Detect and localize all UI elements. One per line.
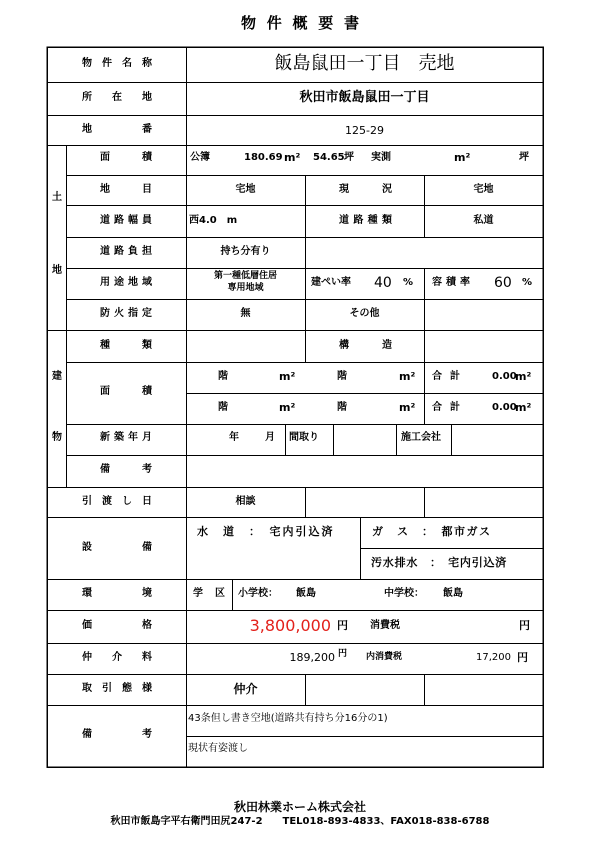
fire-zone-label: 防 火 指 定: [100, 308, 152, 319]
coverage-ratio-unit: %: [403, 277, 414, 288]
price-value: 3,800,000: [249, 616, 331, 635]
elementary-school-value: 飯島: [296, 588, 316, 599]
consumption-tax-label: 消費税: [370, 620, 400, 631]
built-date-label: 新 築 年 月: [100, 432, 152, 443]
floor-area-row2-total-label: 合 計: [432, 402, 460, 413]
coverage-ratio-label: 建ぺい率: [311, 277, 351, 288]
brokerage-value: 189,200: [289, 651, 335, 664]
registry-area-label: 公簿: [190, 152, 210, 163]
price-unit: 円: [337, 619, 348, 632]
footer-contact-info: 秋田市飯島字平右衛門田尻247-2 TEL018-893-4833、FAX018-838-6788: [110, 816, 490, 827]
floor-area-row2-floor1: 階: [218, 402, 228, 413]
transaction-type-label: 取 引 態 様: [82, 683, 152, 694]
floor-area-ratio-label: 容 積 率: [432, 277, 470, 288]
survey-tsubo-unit: 坪: [519, 152, 529, 163]
fire-zone-value: 無: [240, 308, 251, 319]
road-width-value: 西4.0 m: [189, 215, 238, 226]
floor-area-row1-unit1: m²: [279, 370, 296, 383]
floor-area-row1-unit2: m²: [399, 370, 416, 383]
road-burden-label: 道 路 負 担: [100, 246, 152, 257]
road-type-label: 道 路 種 類: [339, 215, 392, 226]
junior-high-school-value: 飯島: [443, 588, 463, 599]
floor-area-ratio-unit: %: [522, 277, 533, 288]
land-area-label: 面 積: [100, 152, 152, 163]
registry-tsubo-unit: 坪: [344, 152, 354, 163]
floor-area-row1-total-unit: m²: [515, 370, 532, 383]
land-category-value: 宅地: [235, 184, 256, 195]
facilities-label: 設 備: [82, 542, 152, 553]
built-year-unit: 年: [229, 432, 239, 443]
zoning-value-line1: 第一種低層住居: [213, 271, 277, 281]
road-burden-value: 持ち分有り: [220, 246, 271, 257]
property-name-label: 物 件 名 称: [82, 58, 152, 69]
land-section-label-2: 地: [52, 265, 62, 276]
building-type-label: 種 類: [100, 340, 152, 351]
price-label: 価 格: [82, 620, 152, 631]
land-category-label: 地 目: [100, 184, 152, 195]
zoning-value-line2: 専用地域: [227, 283, 264, 293]
floor-area-row2-total-unit: m²: [515, 401, 532, 414]
brokerage-tax-label: 内消費税: [366, 652, 403, 662]
junior-high-school-label: 中学校：: [384, 588, 424, 599]
brokerage-tax-value: 17,200: [476, 652, 511, 663]
handover-value: 相談: [235, 496, 256, 507]
floor-area-row1-floor2: 階: [337, 371, 347, 382]
remarks-line-2: 現状有姿渡し: [188, 743, 248, 754]
current-status-value: 宅地: [473, 184, 494, 195]
floor-area-row1-total-value: 0.00: [492, 371, 517, 382]
road-type-value: 私道: [473, 215, 494, 226]
floor-area-row1-floor1: 階: [218, 371, 228, 382]
registry-area-sqm: 180.69: [244, 152, 283, 163]
consumption-tax-unit: 円: [519, 619, 530, 632]
land-section-label-1: 土: [52, 192, 62, 203]
coverage-ratio-value: 40: [374, 275, 392, 291]
floor-area-row2-total-value: 0.00: [492, 402, 517, 413]
remarks-line-1: 43条但し書き空地(道路共有持ち分16分の1): [188, 713, 388, 724]
brokerage-unit: 円: [338, 649, 348, 659]
floor-area-row2-unit2: m²: [399, 401, 416, 414]
floor-plan-label: 間取り: [289, 432, 319, 443]
elementary-school-label: 小学校：: [238, 588, 278, 599]
remarks-label: 備 考: [82, 729, 152, 740]
building-area-label: 面 積: [100, 386, 152, 397]
building-section-label-2: 物: [52, 432, 62, 443]
fire-zone-other-label: その他: [349, 308, 380, 319]
registry-sqm-unit: m²: [284, 151, 301, 164]
floor-area-ratio-value: 60: [494, 275, 512, 291]
building-section-label-1: 建: [52, 371, 62, 382]
footer-company-name: 秋田林業ホーム株式会社: [233, 800, 366, 814]
lot-number-label: 地 番: [82, 124, 152, 135]
current-status-label: 現 況: [339, 184, 392, 195]
document-title: 物 件 概 要 書: [241, 14, 359, 32]
water-supply-text: 水 道 ： 宅内引込済: [197, 525, 335, 538]
floor-area-row1-total-label: 合 計: [432, 371, 460, 382]
registry-area-tsubo: 54.65: [313, 152, 345, 163]
floor-area-row2-floor2: 階: [337, 402, 347, 413]
school-district-label: 学 区: [193, 588, 225, 599]
building-structure-label: 構 造: [339, 340, 392, 351]
zoning-label: 用 途 地 域: [100, 277, 152, 288]
built-month-unit: 月: [265, 432, 275, 443]
survey-area-label: 実測: [371, 152, 391, 163]
road-width-label: 道 路 幅 員: [100, 215, 152, 226]
transaction-type-value: 仲介: [233, 682, 258, 696]
environment-label: 環 境: [82, 588, 152, 599]
building-remarks-label: 備 考: [100, 464, 152, 475]
gas-supply-text: ガ ス ： 都市ガス: [372, 525, 492, 538]
survey-sqm-unit: m²: [454, 151, 471, 164]
sewage-text: 汚水排水 ： 宅内引込済: [371, 556, 508, 569]
location-label: 所 在 地: [82, 92, 152, 103]
location-value: 秋田市飯島鼠田一丁目: [299, 90, 430, 105]
floor-area-row2-unit1: m²: [279, 401, 296, 414]
property-name-value: 飯島鼠田一丁目 売地: [274, 53, 455, 74]
builder-label: 施工会社: [401, 432, 441, 443]
handover-label: 引 渡 し 日: [82, 496, 152, 507]
brokerage-label: 仲 介 料: [82, 652, 152, 663]
lot-number-value: 125-29: [345, 124, 384, 137]
brokerage-tax-unit: 円: [517, 651, 528, 664]
